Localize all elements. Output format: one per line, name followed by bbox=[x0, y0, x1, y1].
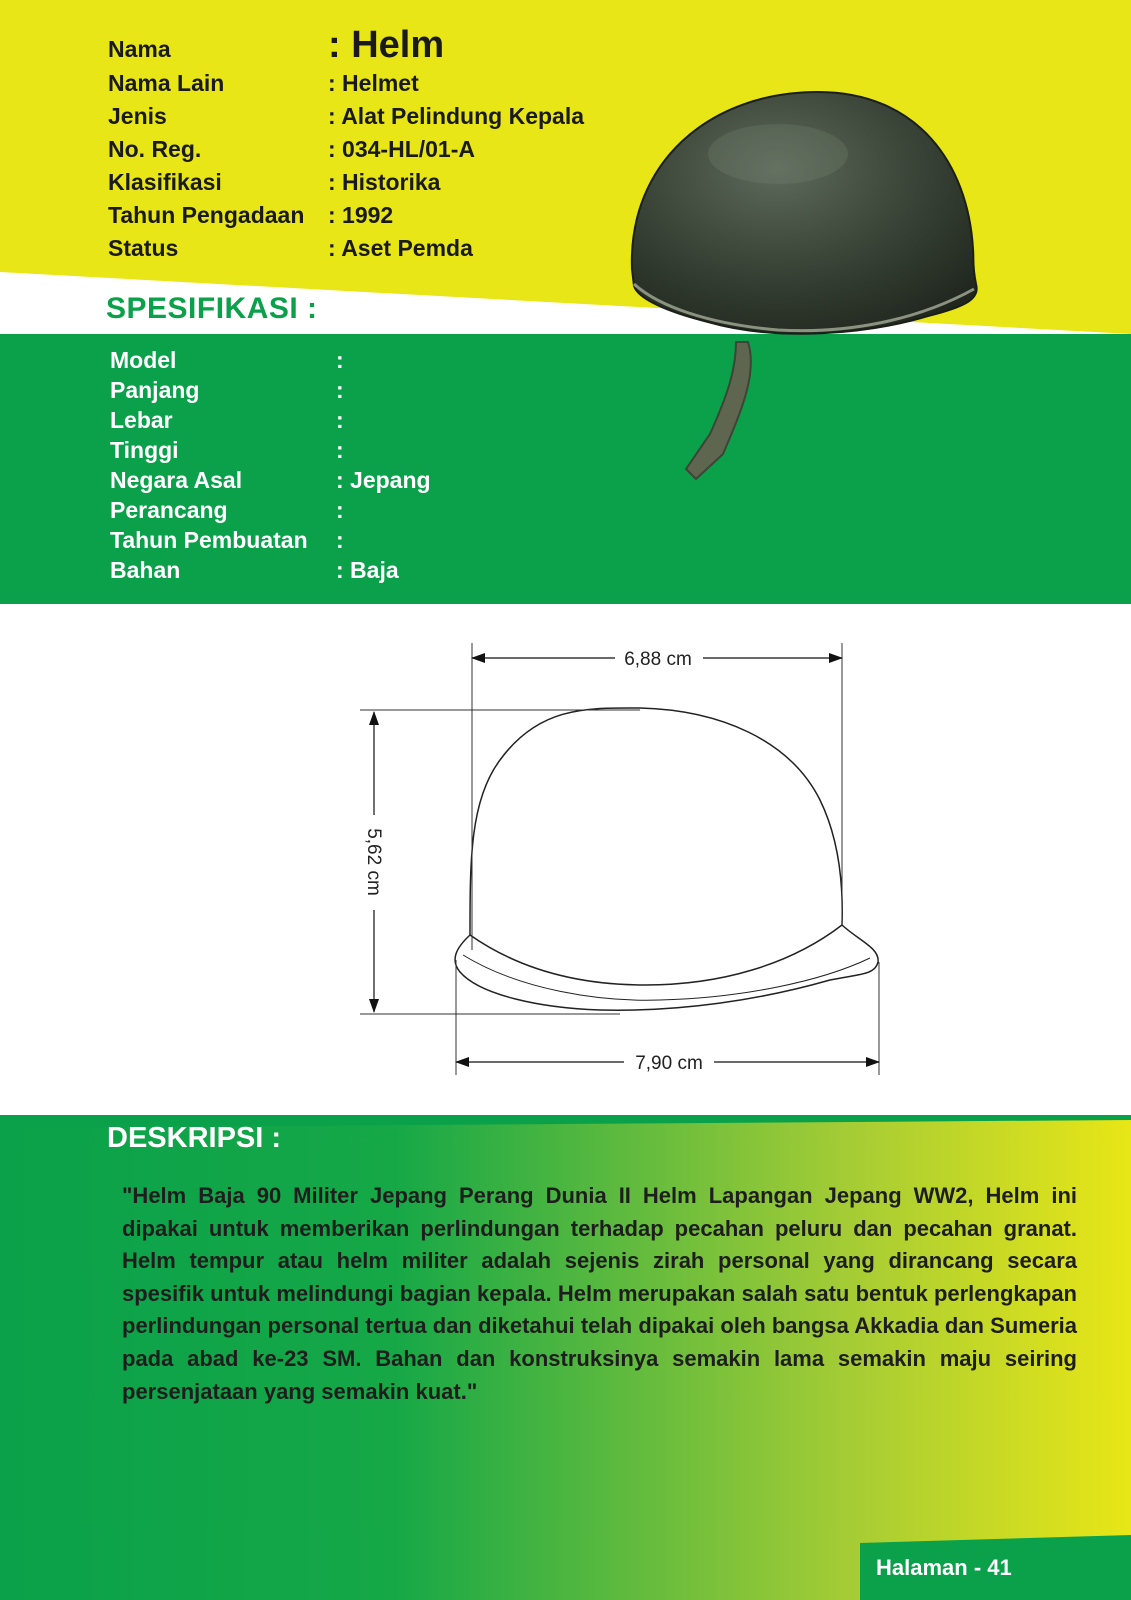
info-key: Jenis bbox=[108, 103, 167, 129]
dim-height: 5,62 cm bbox=[363, 828, 384, 896]
info-value: : Helmet bbox=[328, 70, 419, 96]
dim-bottom-width: 7,90 cm bbox=[635, 1053, 703, 1074]
spec-key: Tinggi bbox=[110, 437, 179, 463]
spec-key: Bahan bbox=[110, 557, 181, 583]
info-value: : 034-HL/01-A bbox=[328, 136, 475, 162]
info-key: Tahun Pengadaan bbox=[108, 202, 305, 228]
info-key: Klasifikasi bbox=[108, 169, 222, 195]
drawing-helmet-outline bbox=[455, 708, 878, 1010]
info-value: : Historika bbox=[328, 169, 441, 195]
info-key: Nama Lain bbox=[108, 70, 225, 96]
info-value: : Helm bbox=[328, 24, 445, 66]
spec-value: : bbox=[336, 407, 344, 433]
description-text: "Helm Baja 90 Militer Jepang Perang Dunia II Helm Lapangan Jepang WW2, Helm ini dipakai untuk memberikan perlindungan terhadap pecahan peluru dan pecahan granat. Helm tempur atau helm militer adalah sejenis zirah personal yang dirancang secara spesifik untuk melindungi bagian kepala. Helm merupakan salah satu bentuk perlengkapan perlindungan personal tertua dan diketahui telah dipakai oleh bangsa Akkadia dan Sumeria pada abad ke-23 SM. Bahan dan konstruksinya semakin lama semakin maju seiring persenjataan yang semakin kuat." bbox=[122, 1183, 1077, 1404]
info-key: No. Reg. bbox=[108, 136, 202, 162]
spec-value: : Jepang bbox=[336, 467, 431, 493]
drawing-helmet-brim-line bbox=[463, 955, 870, 1000]
info-key: Status bbox=[108, 235, 179, 261]
spec-key: Negara Asal bbox=[110, 467, 243, 493]
description-title: DESKRIPSI : bbox=[107, 1122, 282, 1154]
spec-key: Tahun Pembuatan bbox=[110, 527, 308, 553]
spec-title: SPESIFIKASI : bbox=[106, 292, 318, 325]
info-value: : Aset Pemda bbox=[328, 235, 473, 261]
spec-value: : bbox=[336, 377, 344, 403]
info-value: : 1992 bbox=[328, 202, 394, 228]
spec-value: : bbox=[336, 437, 344, 463]
spec-value: : bbox=[336, 497, 344, 523]
spec-key: Lebar bbox=[110, 407, 173, 433]
dim-top-width: 6,88 cm bbox=[624, 649, 692, 670]
spec-value: : Baja bbox=[336, 557, 399, 583]
page-number: Halaman - 41 bbox=[876, 1555, 1012, 1580]
drawing-helmet-brim-inner bbox=[470, 925, 842, 985]
spec-key: Model bbox=[110, 347, 177, 373]
spec-value: : bbox=[336, 347, 344, 373]
spec-key: Perancang bbox=[110, 497, 228, 523]
info-value: : Alat Pelindung Kepala bbox=[328, 103, 585, 129]
info-key: Nama bbox=[108, 36, 171, 62]
spec-value: : bbox=[336, 527, 344, 553]
spec-key: Panjang bbox=[110, 377, 200, 403]
